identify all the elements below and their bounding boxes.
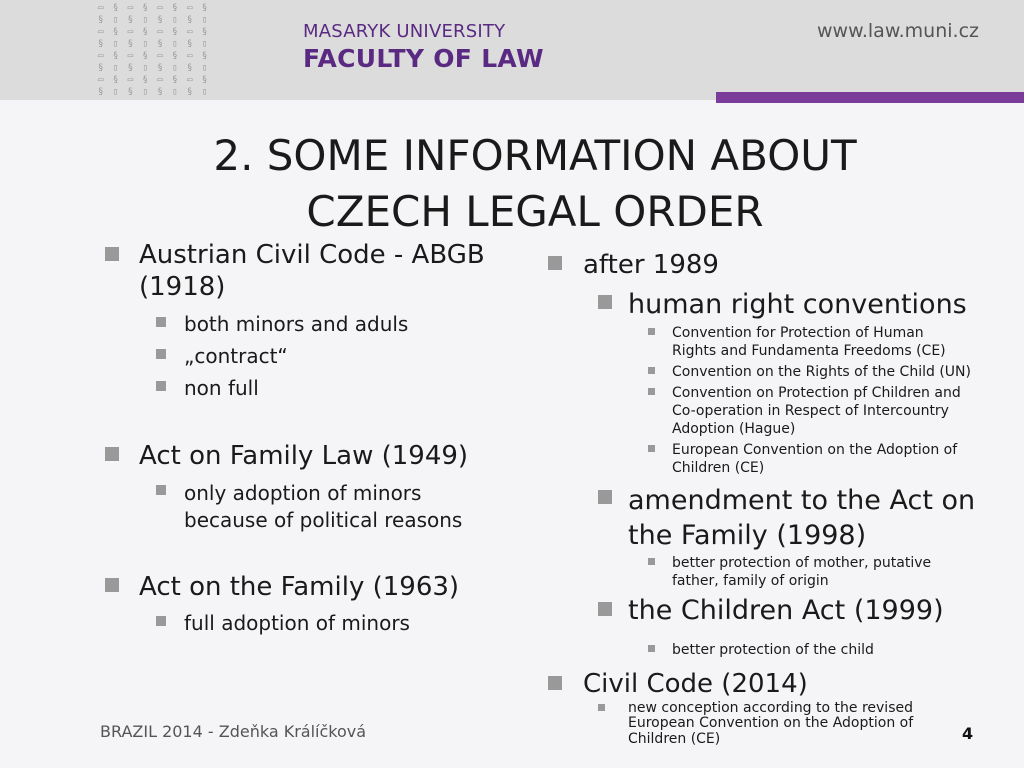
bullet-square-icon bbox=[598, 704, 605, 711]
bullet-after-1989: after 1989 bbox=[583, 250, 719, 280]
bullet-hr-item: European Convention on the Adoption of Children (CE) bbox=[672, 442, 958, 476]
accent-bar bbox=[716, 92, 1024, 103]
bullet-square-icon bbox=[648, 645, 655, 652]
bullet-square-icon bbox=[598, 602, 612, 616]
bullet-square-icon bbox=[598, 295, 612, 309]
bullet-hr-item: Convention on the Rights of the Child (UN) bbox=[672, 364, 971, 380]
slide-header bbox=[0, 0, 1024, 100]
title-line-1: 2. SOME INFORMATION ABOUT bbox=[213, 131, 857, 180]
bullet-family-law: Act on Family Law (1949) bbox=[139, 441, 469, 471]
bullet-square-icon bbox=[648, 388, 655, 395]
bullet-family-law-item: only adoption of minors because of political reasons bbox=[184, 481, 463, 532]
university-name: MASARYK UNIVERSITY bbox=[303, 21, 506, 42]
bullet-civil-code: Civil Code (2014) bbox=[583, 669, 808, 699]
bullet-civil-code-item: new conception according to the revised European Convention on the Adoption of Children (CE) bbox=[628, 700, 914, 747]
bullet-family-act-item: full adoption of minors bbox=[184, 611, 410, 635]
footer-author: BRAZIL 2014 - Zdeňka Králíčková bbox=[100, 722, 367, 741]
bullet-square-icon bbox=[648, 558, 655, 565]
bullet-square-icon bbox=[105, 247, 119, 261]
bullet-hr-item: Convention on Protection pf Children and Co-operation in Respect of Intercountry Adoption (Hague) bbox=[672, 385, 961, 437]
bullet-square-icon bbox=[156, 349, 166, 359]
bullet-abgb-item: non full bbox=[184, 376, 259, 400]
bullet-abgb-item: „contract“ bbox=[184, 344, 288, 368]
bullet-square-icon bbox=[648, 328, 655, 335]
section-sign-pattern: ▭ § ▭ § ▭ § ▭ § § ▯ § ▯ § ▯ § ▯ ▭ § ▭ § ▭ § ▭ § § ▯ § ▯ § ▯ § ▯ ▭ § ▭ § ▭ § ▭ § § ▯ § ▯ § ▯ § ▯ ▭ § ▭ § ▭ § ▭ § § ▯ § ▯ § ▯ § ▯ bbox=[98, 3, 210, 97]
bullet-children-act: the Children Act (1999) bbox=[628, 595, 944, 626]
bullet-abgb-item: both minors and aduls bbox=[184, 312, 409, 336]
bullet-children-act-item: better protection of the child bbox=[672, 642, 874, 658]
bullet-hr-item: Convention for Protection of Human Rights and Fundamenta Freedoms (CE) bbox=[672, 325, 946, 359]
bullet-square-icon bbox=[156, 317, 166, 327]
bullet-square-icon bbox=[156, 616, 166, 626]
bullet-family-act: Act on the Family (1963) bbox=[139, 572, 460, 602]
slide-title bbox=[150, 128, 920, 240]
bullet-square-icon bbox=[105, 447, 119, 461]
bullet-square-icon bbox=[105, 578, 119, 592]
bullet-human-rights: human right conventions bbox=[628, 289, 967, 320]
bullet-square-icon bbox=[548, 256, 562, 270]
bullet-abgb: Austrian Civil Code - ABGB (1918) bbox=[139, 240, 485, 302]
bullet-amendment-item: better protection of mother, putative father, family of origin bbox=[672, 555, 932, 589]
bullet-square-icon bbox=[648, 367, 655, 374]
bullet-square-icon bbox=[156, 485, 166, 495]
bullet-square-icon bbox=[648, 445, 655, 452]
title-line-2: CZECH LEGAL ORDER bbox=[306, 187, 764, 236]
website-link[interactable]: www.law.muni.cz bbox=[816, 20, 979, 42]
bullet-amendment: amendment to the Act on the Family (1998) bbox=[628, 485, 976, 552]
bullet-square-icon bbox=[156, 381, 166, 391]
faculty-name: FACULTY OF LAW bbox=[303, 44, 544, 73]
bullet-square-icon bbox=[548, 676, 562, 690]
page-number: 4 bbox=[962, 724, 974, 743]
bullet-square-icon bbox=[598, 490, 612, 504]
